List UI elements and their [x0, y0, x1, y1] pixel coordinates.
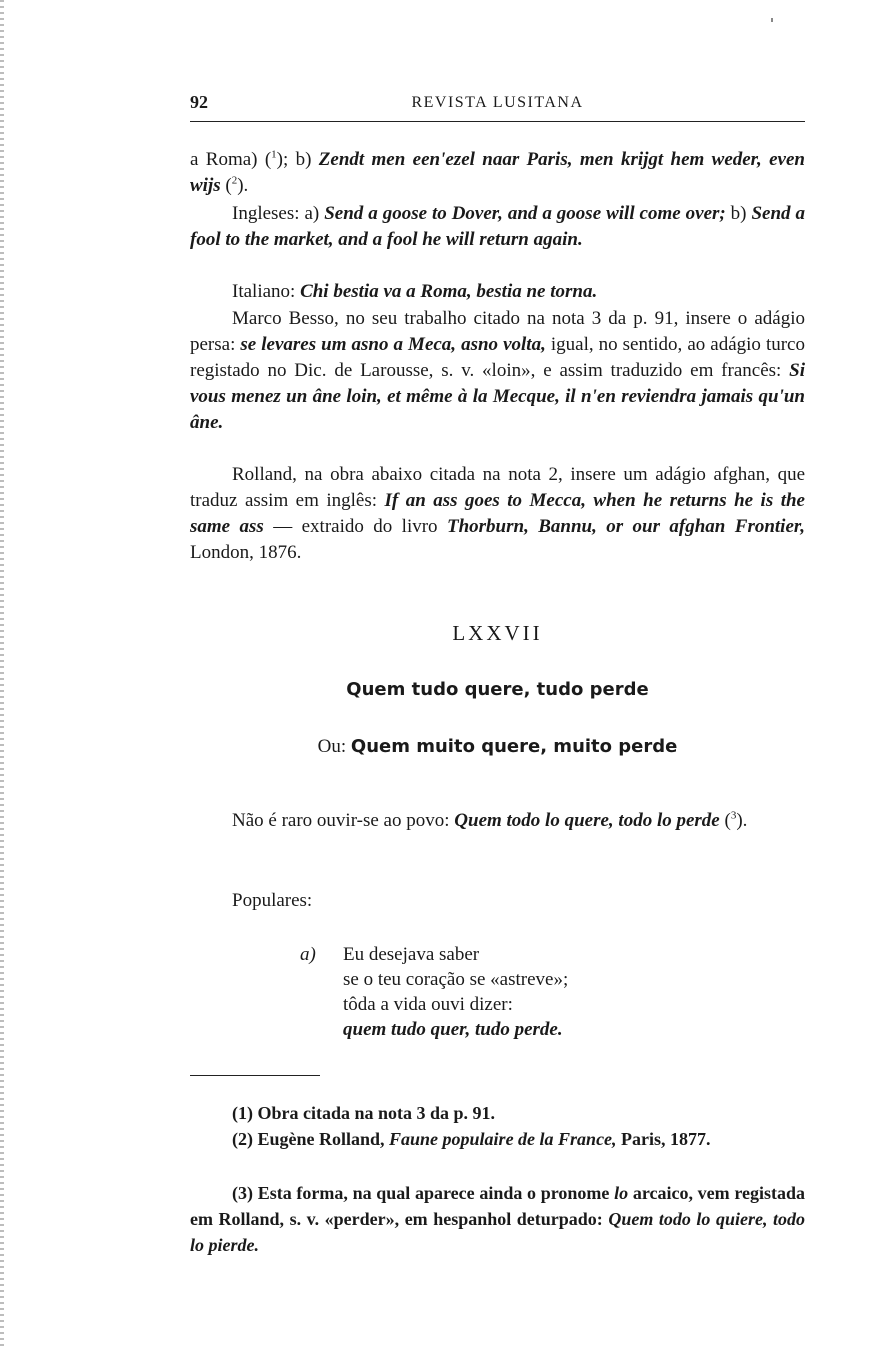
scan-speck [771, 18, 773, 22]
footnote-text: Paris, 1877. [616, 1129, 711, 1149]
text-run: London, 1876. [190, 542, 302, 563]
footnote-ref: 2 [231, 174, 238, 187]
verse-label: a) [300, 944, 316, 965]
populares-label: Populares: [232, 890, 313, 911]
verse-line: Eu desejava saber [343, 944, 480, 965]
footnote-text: Obra citada na nota 3 da p. 91. [253, 1103, 496, 1123]
footnote-italic: lo [614, 1183, 629, 1203]
paragraph-english-proverbs [190, 201, 805, 253]
verse-line: tôda a vida ouvi dizer: [343, 994, 513, 1015]
alt-title-text: Quem muito quere, muito perde [350, 736, 678, 757]
italic-run: se levares um asno a Meca, asno volta, [240, 334, 546, 355]
paragraph-persian-proverb [190, 306, 805, 436]
running-header [190, 92, 805, 118]
italic-run: Send a fool to the market, and a fool he will return again. [190, 203, 805, 250]
footnote-text: arcaico, vem registada em Rolland, s. v. «perder», em hespanhol deturpado: [190, 1183, 805, 1229]
text-run: ( [719, 810, 731, 831]
footnote-2 [190, 1126, 805, 1152]
header-rule [190, 121, 805, 122]
footnote-text: Esta forma, na qual aparece ainda o pronome [253, 1183, 615, 1203]
section-alt-title [190, 734, 805, 760]
verse-line: se o teu coração se «astreve»; [343, 969, 569, 990]
alt-title-prefix: Ou: [317, 736, 351, 757]
text-run: b) [725, 203, 752, 224]
footnote-ref: 3 [730, 809, 737, 822]
italic-run: Zendt men een'ezel naar Paris, men krijgt hem weder, even wijs [190, 149, 805, 196]
text-run: Marco Besso, no seu trabalho citado na nota 3 da p. 91, insere o adágio persa: [190, 308, 805, 355]
text-run: — extraido do livro [263, 516, 447, 537]
footnote-3 [190, 1180, 805, 1258]
footnote-italic: Quem todo lo quiere, todo lo pierde. [190, 1209, 805, 1255]
italic-run: Quem todo lo quere, todo lo perde [454, 810, 720, 831]
footnote-1 [190, 1100, 805, 1126]
text-run: Não é raro ouvir-se ao povo: [232, 810, 455, 831]
section-title: Quem tudo quere, tudo perde [346, 679, 649, 700]
verse-block [300, 942, 568, 1042]
page-edge-shadow [0, 0, 4, 1347]
footnote-italic: Faune populaire de la France, [389, 1129, 617, 1149]
italic-run: Send a goose to Dover, and a goose will come over; [324, 203, 726, 224]
italic-run: Chi bestia va a Roma, bestia ne torna. [300, 281, 598, 302]
text-run: ( [220, 175, 232, 196]
footnote-ref: 1 [271, 148, 277, 161]
text-run: Italiano: [232, 281, 301, 302]
paragraph-dutch-proverb [190, 147, 805, 199]
italic-run: Si vous menez un âne loin, et même à la Mecque, il n'en reviendra jamais qu'un âne. [190, 360, 805, 433]
footnote-text: Eugène Rolland, [253, 1129, 390, 1149]
paragraph-afghan-proverb [190, 462, 805, 566]
text-run: igual, no sentido, ao adágio turco registado no Dic. de Larousse, s. v. «loin», e assim traduzido em francês: [190, 334, 805, 381]
paragraph-popular-saying [190, 808, 805, 834]
text-run: ); b) [276, 149, 319, 170]
italic-run: Thorburn, Bannu, or our afghan Frontier, [446, 516, 805, 537]
section-number: LXXVII [452, 621, 543, 645]
text-run: a Roma) ( [190, 149, 272, 170]
paragraph-italian-proverb [190, 279, 805, 305]
italic-run: If an ass goes to Mecca, when he returns he is the same ass [190, 490, 805, 537]
text-run: ). [736, 810, 748, 831]
footnote-rule [190, 1075, 320, 1076]
verse-lines [343, 942, 568, 1042]
verse-line: quem tudo quer, tudo perde. [343, 1019, 563, 1040]
text-run: Rolland, na obra abaixo citada na nota 2, insere um adágio afghan, que traduz assim em inglês: [190, 464, 805, 511]
text-run: Ingleses: a) [232, 203, 325, 224]
footnote-number: (1) [232, 1103, 253, 1123]
running-title: REVISTA LUSITANA [411, 94, 584, 111]
text-run: ). [237, 175, 249, 196]
page-number: 92 [190, 92, 208, 112]
footnote-number: (3) [232, 1183, 253, 1203]
footnote-number: (2) [232, 1129, 253, 1149]
